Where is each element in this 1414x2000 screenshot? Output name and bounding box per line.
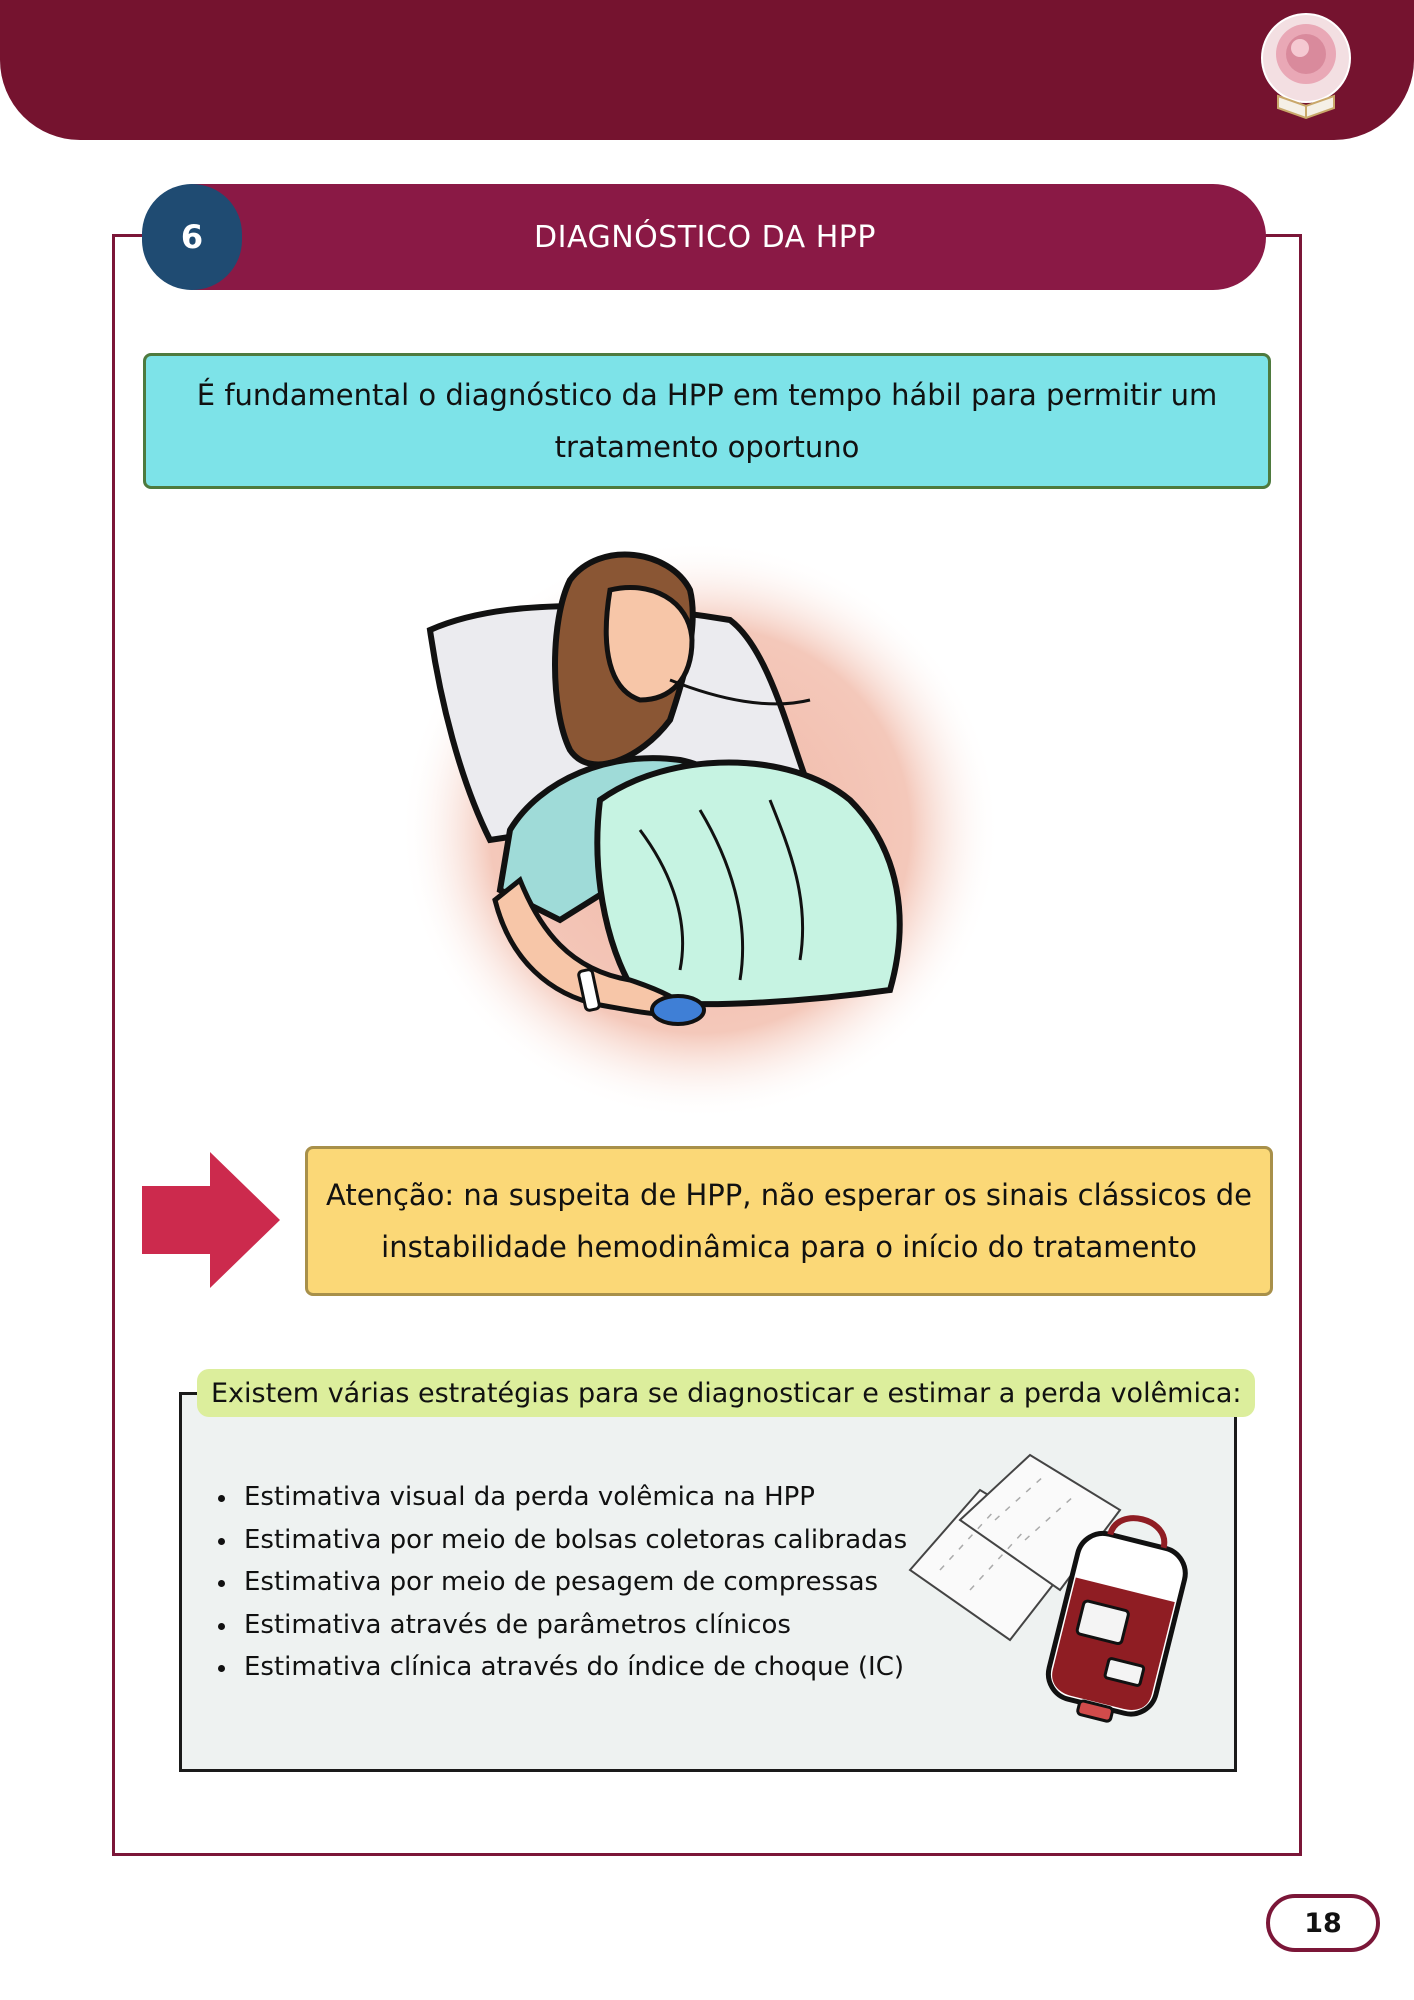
arrow-right-icon	[142, 1152, 282, 1288]
list-item: Estimativa através de parâmetros clínicos	[218, 1604, 907, 1647]
page-number: 18	[1266, 1894, 1380, 1952]
patient-in-bed-illustration	[370, 500, 1020, 1120]
highlight-text: É fundamental o diagnóstico da HPP em tempo hábil para permitir um tratamento oportuno	[196, 378, 1218, 464]
list-item: Estimativa por meio de pesagem de compressas	[218, 1561, 907, 1604]
highlight-box	[143, 353, 1271, 489]
strategies-list	[218, 1476, 907, 1689]
obstetric-logo-icon	[1248, 8, 1364, 124]
attention-text: Atenção: na suspeita de HPP, não esperar os sinais clássicos de instabilidade hemodinâmica para o início do tratamento	[326, 1178, 1252, 1264]
section-title: DIAGNÓSTICO DA HPP	[534, 219, 876, 255]
list-item: Estimativa clínica através do índice de choque (IC)	[218, 1646, 907, 1689]
strategies-title: Existem várias estratégias para se diagnosticar e estimar a perda volêmica:	[197, 1369, 1255, 1417]
list-item: Estimativa visual da perda volêmica na HPP	[218, 1476, 907, 1519]
section-number: 6	[142, 184, 242, 290]
gauze-and-blood-bag-illustration	[900, 1440, 1220, 1730]
attention-box	[305, 1146, 1273, 1296]
top-banner	[0, 0, 1414, 140]
list-item: Estimativa por meio de bolsas coletoras calibradas	[218, 1519, 907, 1562]
